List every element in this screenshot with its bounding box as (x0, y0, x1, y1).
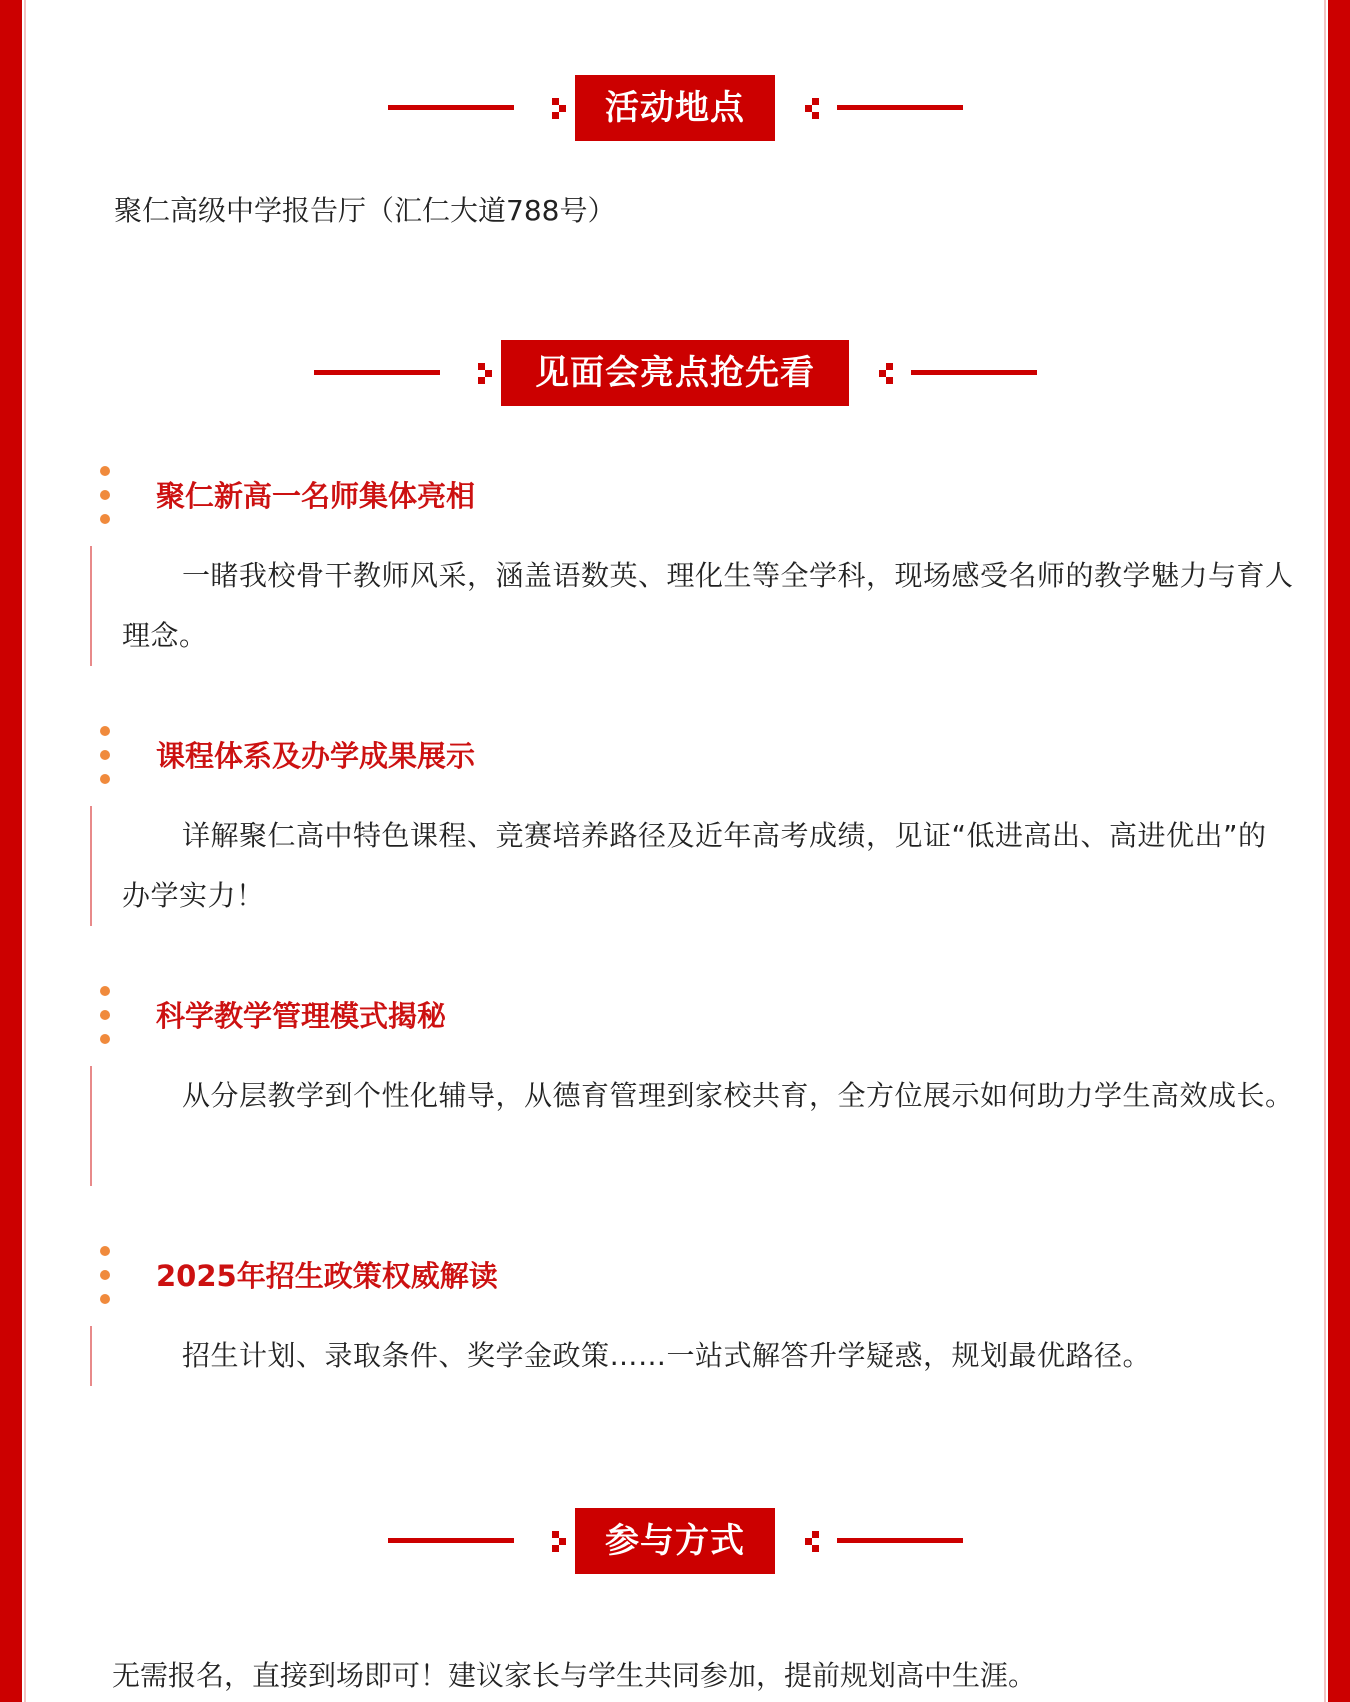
header-line-right (837, 105, 963, 110)
header-deco-left-icon (552, 1531, 572, 1551)
highlight-title: 2025年招生政策权威解读 (156, 1259, 498, 1293)
location-text: 聚仁高级中学报告厅（汇仁大道788号） (114, 194, 616, 227)
item-dots-icon (100, 466, 110, 526)
highlight-desc: 一睹我校骨干教师风采，涵盖语数英、理化生等全学科，现场感受名师的教学魅力与育人理念。 (122, 559, 1294, 652)
header-deco-left-icon (478, 363, 498, 383)
frame-inner-line-left (24, 0, 26, 1702)
header-deco-right-icon (798, 98, 818, 118)
highlight-title: 课程体系及办学成果展示 (156, 739, 476, 773)
highlight-title: 科学教学管理模式揭秘 (156, 999, 447, 1033)
header-line-right (837, 1538, 963, 1543)
section-header-highlights (22, 340, 1328, 406)
item-dots-icon (100, 726, 110, 786)
header-deco-left-icon (552, 98, 572, 118)
item-dots-icon (100, 1246, 110, 1306)
header-deco-right-icon (872, 363, 892, 383)
header-line-left (314, 370, 440, 375)
section-header-location (22, 75, 1328, 141)
section-title-participation: 参与方式 (575, 1508, 775, 1574)
section-title-location: 活动地点 (575, 75, 775, 141)
header-deco-right-icon (798, 1531, 818, 1551)
section-title-highlights: 见面会亮点抢先看 (501, 340, 849, 406)
highlight-desc: 招生计划、录取条件、奖学金政策……一站式解答升学疑惑，规划最优路径。 (182, 1339, 1152, 1372)
item-dots-icon (100, 986, 110, 1046)
highlight-bar (90, 546, 92, 666)
highlight-bar (90, 1066, 92, 1186)
highlight-bar (90, 806, 92, 926)
header-line-right (911, 370, 1037, 375)
highlight-bar (90, 1326, 92, 1386)
highlight-desc: 从分层教学到个性化辅导，从德育管理到家校共育，全方位展示如何助力学生高效成长。 (182, 1079, 1294, 1112)
highlight-title: 聚仁新高一名师集体亮相 (156, 479, 476, 513)
participation-text: 无需报名，直接到场即可！建议家长与学生共同参加，提前规划高中生涯。 (112, 1659, 1037, 1692)
highlight-desc: 详解聚仁高中特色课程、竞赛培养路径及近年高考成绩，见证“低进高出、高进优出”的办学实力！ (122, 819, 1267, 912)
header-line-left (388, 105, 514, 110)
section-header-participation (22, 1508, 1328, 1574)
header-line-left (388, 1538, 514, 1543)
frame-inner-line-right (1324, 0, 1326, 1702)
